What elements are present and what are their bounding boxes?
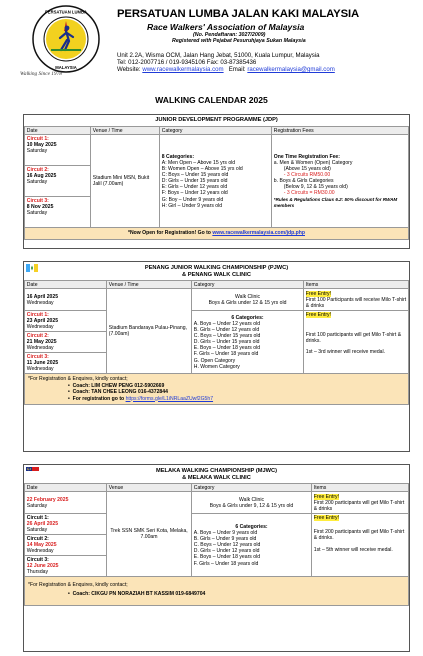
clinic-category: Walk Clinic Boys & Girls under 9, 12 & 15 yrs old	[192, 492, 312, 514]
header-category: Category	[160, 127, 272, 135]
email-link[interactable]: racewalkermalaysia@gmail.com	[247, 66, 335, 73]
jdp-categories: 8 Categories: A: Men Open – Above 15 yrs old B: Women Open – Above 15 yrs old C: Boys – Under 15 years old D: Girls – Under 15 years old E: Girls – Under 12 years old F: Boys – Under 12 years old G: Boy – Under 9 years old H: Girl – Under 9 years old	[160, 135, 272, 228]
registration-text: Registered with Pejabat Pesuruhjaya Sukan Malaysia	[172, 38, 306, 44]
jdp-section	[23, 114, 410, 249]
table-header-row	[25, 127, 409, 135]
circuit-1-date: Circuit 1: 10 May 2025 Saturday	[25, 135, 91, 166]
registration-note-row: *Now Open for Registration! Go to www.racewalkermalaysia.com/jdp.php	[25, 228, 409, 239]
melaka-categories: 6 Categories: A. Boys – Under 9 years old B. Girls – Under 9 years old C. Boys – Under 12 years old D. Girls – Under 12 years old E. Boys – Under 18 years old F. Girls – Under 18 years old	[192, 514, 312, 577]
list-item: C. Boys – Under 15 years old	[193, 333, 261, 340]
calendar-title: WALKING CALENDAR 2025	[155, 95, 268, 105]
org-name: PERSATUAN LUMBA JALAN KAKI MALAYSIA	[117, 8, 360, 20]
penang-registration-link[interactable]: https://forms.gle/L1iNRLaaZUwf2G5h7	[125, 395, 214, 402]
website-link[interactable]: www.racewalkermalaysia.com	[142, 66, 224, 73]
jdp-registration-link[interactable]: www.racewalkermalaysia.com/jdp.php	[212, 230, 305, 237]
list-item: C. Boys – Under 12 years old	[193, 542, 261, 549]
coach-contact: • Coach: TAN CHEE LEONG 016-4372844	[68, 389, 168, 396]
header-category: Category	[192, 281, 304, 289]
header-date: Date	[25, 281, 107, 289]
circuit-2-date: Circuit 2: 21 May 2025 Wednesday	[25, 332, 107, 353]
letterhead	[0, 0, 423, 84]
penang-flag-icon	[26, 264, 38, 272]
jdp-venue: Stadium Mini MSN, Bukit Jalil (7.00am)	[91, 135, 160, 228]
circuit-1-date: Circuit 1: 26 April 2025 Saturday	[25, 514, 107, 535]
contact-note-row: *For Registration & Enquires, kindly contact; • Coach: LIM CHEW PENG 012-5902669 • Coach: TAN CHEE LEONG 016-4372844 • For registration go to https://forms.gle/L1iNRLaaZUwf2G5h7	[25, 374, 409, 405]
header-fees: Registration Fees	[272, 127, 409, 135]
list-item: F. Girls – Under 18 years old	[193, 560, 259, 567]
header-category: Category	[192, 484, 312, 492]
header-venue: Venue / Time	[91, 127, 160, 135]
address: Unit 2.2A, Wisma OCM, Jalan Hang Jebat, 51000, Kuala Lumpur, Malaysia	[117, 52, 320, 59]
circuit-3-date: Circuit 3: 8 Nov 2025 Saturday	[25, 197, 91, 228]
coach-contact: • Coach: CIKGU PN NORAZIAH BT KASSIM 019-6849704	[68, 590, 206, 597]
circuit-1-date: Circuit 1: 23 April 2025 Wednesday	[25, 311, 107, 332]
melaka-flag-icon	[26, 467, 39, 475]
list-item: H. Women Category	[193, 363, 240, 370]
clinic-date: 16 April 2025 Wednesday	[25, 289, 107, 311]
association-logo	[31, 4, 101, 74]
coach-contact: • Coach: LIM CHEW PENG 012-5902669	[68, 382, 165, 389]
circuit-3-date: Circuit 3: 12 June 2025 Thursday	[25, 556, 107, 577]
penang-subtitle: & PENANG WALK CLINIC	[182, 272, 251, 278]
jdp-table	[24, 126, 409, 240]
list-item: D. Girls – Under 12 years old	[193, 548, 260, 555]
header-items: Items	[304, 281, 409, 289]
phone-fax: Tel: 012-2007716 / 019-9345106 Fax: 03-87385436	[117, 59, 257, 66]
jdp-fees: One Time Registration Fee: a. Men & Women (Open) Category (Above 15 years old) - 3 Circuits RM50.00 b. Boys & Girls Categories (Below 9, 12 & 15 years old) - 3 Circuits = RM30.00 *Rules & Regulations Claus 6.2: 50% discount for RWAM members	[272, 135, 409, 228]
free-entry-badge: Free Entry!	[305, 311, 331, 318]
list-item: E: Girls – Under 12 years old	[161, 184, 228, 191]
registration-number: (No. Pendaftaran: 3027/2009)	[193, 32, 266, 38]
list-item: F. Girls – Under 18 years old	[193, 351, 259, 358]
free-entry-badge: Free Entry!	[313, 493, 339, 500]
list-item: D: Girls – Under 15 years old	[161, 178, 228, 185]
penang-items: Free Entry! First 100 participants will get Milo T-shirt & drinks. 1st – 3rd winner will receive medal.	[304, 311, 409, 374]
table-row	[25, 135, 409, 166]
table-row	[25, 492, 409, 514]
penang-title: PENANG JUNIOR WALKING CHAMPIONSHIP (PJWC)	[144, 265, 289, 271]
list-item: C: Boys – Under 15 years old	[161, 172, 229, 179]
melaka-section	[23, 464, 410, 652]
list-item: A: Men Open – Above 15 yrs old	[161, 159, 236, 166]
header-items: Items	[312, 484, 409, 492]
list-item: B. Girls – Under 12 years old	[193, 327, 260, 334]
circuit-2-date: Circuit 2: 14 May 2025 Wednesday	[25, 535, 107, 556]
list-item: F: Boys – Under 12 years old	[161, 190, 228, 197]
table-header-row	[25, 281, 409, 289]
penang-categories: 6 Categories: A. Boys – Under 12 years old B. Girls – Under 12 years old C. Boys – Under 15 years old D. Girls – Under 15 years old E. Boys – Under 18 years old F. Girls – Under 18 years old G. Open Category H. Women Category	[192, 311, 304, 374]
melaka-items: Free Entry! First 200 participants will get Milo T-shirt & drinks. 1st – 5th winner will receive medal.	[312, 514, 409, 577]
email-label: Email:	[228, 66, 246, 73]
penang-table	[24, 280, 409, 405]
clinic-items: Free Entry! First 100 Participants will receive Milo T-shirt & drinks	[304, 289, 409, 311]
penang-venue: Stadium Bandaraya Pulau-Pinang, (7.00am)	[107, 289, 192, 374]
melaka-table	[24, 483, 409, 606]
circuit-2-date: Circuit 2: 16 Aug 2025 Saturday	[25, 166, 91, 197]
free-entry-badge: Free Entry!	[313, 514, 339, 521]
free-entry-badge: Free Entry!	[305, 290, 331, 297]
table-row	[25, 514, 409, 535]
svg-text:PERSATUAN LUMBA: PERSATUAN LUMBA	[44, 9, 88, 15]
clinic-items: Free Entry! First 200 participants will get Milo T-shirt & drinks	[312, 492, 409, 514]
list-item: B: Women Open – Above 15 yrs old	[161, 166, 243, 173]
header-venue: Venue / Time	[107, 281, 192, 289]
header-venue: Venue	[107, 484, 192, 492]
melaka-venue: Trek SSN SMK Seri Kota, Melaka, 7.00am	[107, 492, 192, 577]
svg-text:MALAYSIA: MALAYSIA	[55, 65, 77, 70]
list-item: B. Girls – Under 9 years old	[193, 536, 257, 543]
list-item: E. Boys – Under 18 years old	[193, 345, 261, 352]
website-email-line	[117, 66, 335, 73]
list-item: A. Boys – Under 12 years old	[193, 320, 261, 327]
table-row	[25, 311, 409, 332]
clinic-category: Walk Clinic Boys & Girls under 12 & 15 yrs old	[192, 289, 304, 311]
melaka-subtitle: & MELAKA WALK CLINIC	[182, 475, 251, 481]
header-date: Date	[25, 127, 91, 135]
org-name-english: Race Walkers' Association of Malaysia	[147, 22, 305, 32]
circuit-3-date: Circuit 3: 11 June 2025 Wednesday	[25, 353, 107, 374]
list-item: D. Girls – Under 15 years old	[193, 339, 260, 346]
penang-section	[23, 261, 410, 452]
jdp-title: JUNIOR DEVELOPMENT PROGRAMME (JDP)	[155, 117, 278, 123]
melaka-title: MELAKA WALKING CHAMPIONSHIP (MJWC)	[155, 468, 277, 474]
logo-tagline: Walking Since 1978	[20, 71, 62, 77]
list-item: H: Girl – Under 9 years old	[161, 202, 223, 209]
website-label: Website:	[117, 66, 141, 73]
contact-note-row: *For Registration & Enquires, kindly contact; • Coach: CIKGU PN NORAZIAH BT KASSIM 019-6849704	[25, 577, 409, 606]
list-item: G: Boy – Under 9 years old	[161, 196, 224, 203]
list-item: A. Boys – Under 9 years old	[193, 530, 258, 537]
clinic-date: 22 February 2025 Saturday	[25, 492, 107, 514]
list-item: G. Open Category	[193, 357, 236, 364]
table-row	[25, 289, 409, 311]
header-date: Date	[25, 484, 107, 492]
table-header-row	[25, 484, 409, 492]
list-item: E. Boys – Under 18 years old	[193, 554, 261, 561]
